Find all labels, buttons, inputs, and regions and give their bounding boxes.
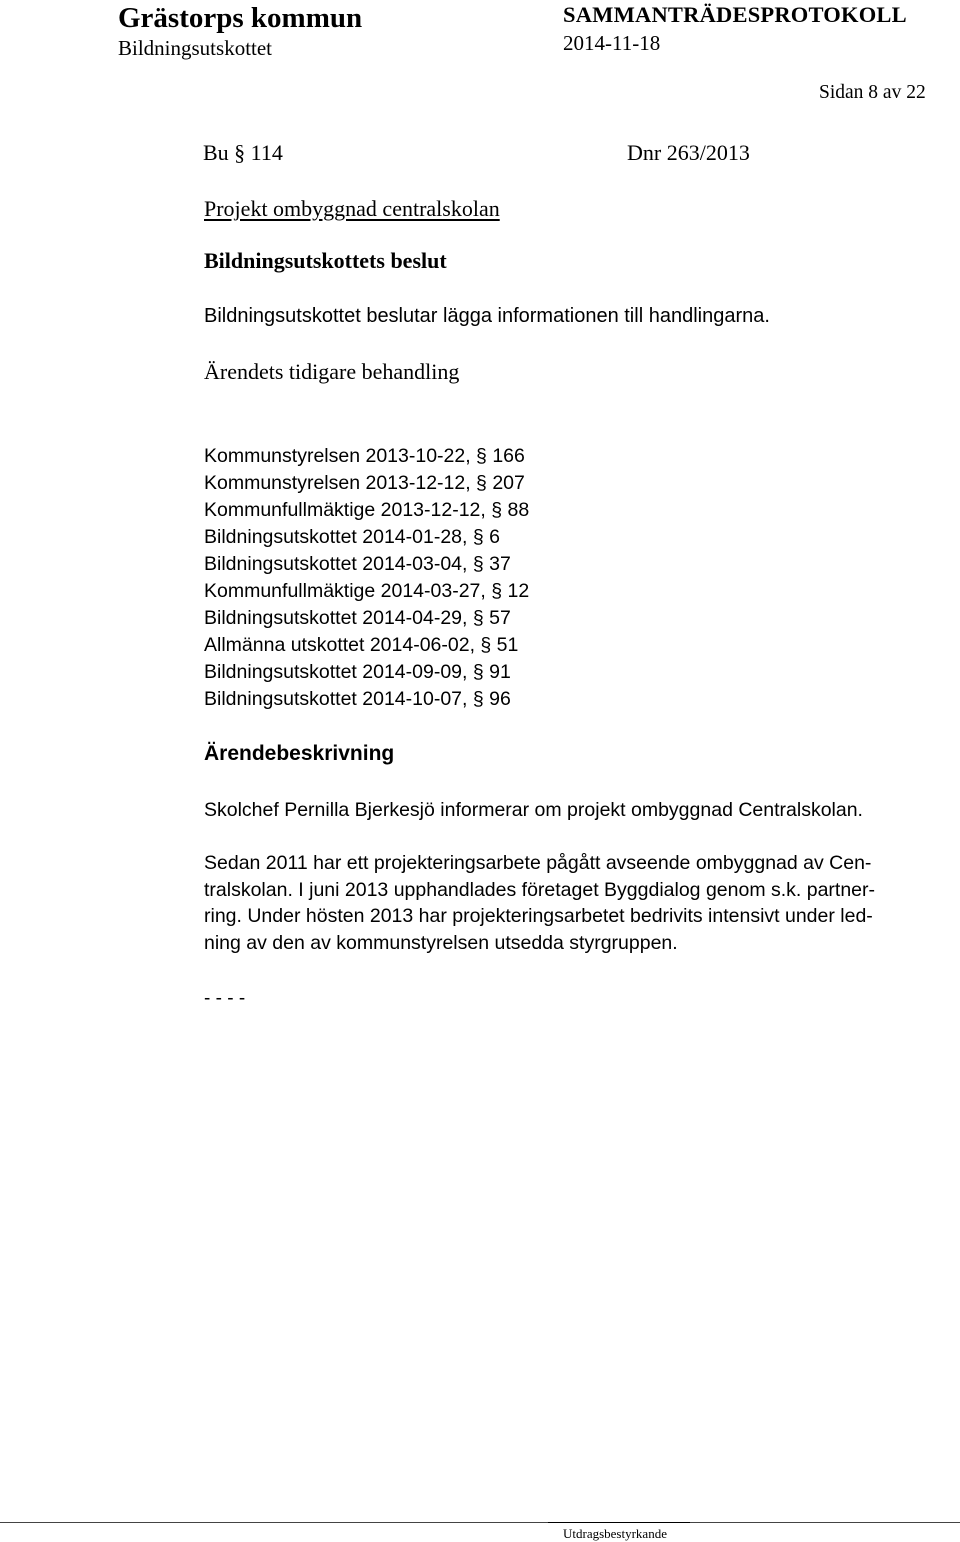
history-entry: Bildningsutskottet 2014-09-09, § 91 bbox=[204, 661, 511, 683]
history-entry: Kommunstyrelsen 2013-10-22, § 166 bbox=[204, 445, 525, 467]
history-heading: Ärendets tidigare behandling bbox=[204, 359, 460, 384]
diary-number: Dnr 263/2013 bbox=[627, 140, 750, 165]
description-line: Sedan 2011 har ett projekteringsarbete pågått avseende ombyggnad av Cen- bbox=[204, 852, 872, 874]
history-entry: Allmänna utskottet 2014-06-02, § 51 bbox=[204, 634, 519, 656]
organization-name: Grästorps kommun bbox=[118, 2, 363, 34]
description-paragraph: Skolchef Pernilla Bjerkesjö informerar om projekt ombyggnad Centralskolan. bbox=[204, 799, 863, 821]
decision-heading: Bildningsutskottets beslut bbox=[204, 248, 447, 273]
decision-text: Bildningsutskottet beslutar lägga informationen till handlingarna. bbox=[204, 305, 770, 327]
history-entry: Bildningsutskottet 2014-10-07, § 96 bbox=[204, 688, 511, 710]
history-list bbox=[204, 443, 529, 713]
description-heading: Ärendebeskrivning bbox=[204, 742, 395, 765]
history-entry: Bildningsutskottet 2014-03-04, § 37 bbox=[204, 553, 511, 575]
committee-name: Bildningsutskottet bbox=[118, 36, 273, 60]
item-title: Projekt ombyggnad centralskolan bbox=[204, 196, 500, 221]
history-entry: Kommunfullmäktige 2014-03-27, § 12 bbox=[204, 580, 530, 602]
history-entry: Bildningsutskottet 2014-01-28, § 6 bbox=[204, 526, 500, 548]
paragraph-number: Bu § 114 bbox=[203, 140, 283, 165]
history-entry: Bildningsutskottet 2014-04-29, § 57 bbox=[204, 607, 511, 629]
history-entry: Kommunfullmäktige 2013-12-12, § 88 bbox=[204, 499, 530, 521]
description-line: ning av den av kommunstyrelsen utsedda styrgruppen. bbox=[204, 931, 678, 954]
certification-label: Utdragsbestyrkande bbox=[563, 1526, 667, 1541]
meeting-date: 2014-11-18 bbox=[563, 31, 661, 55]
end-marker: - - - - bbox=[204, 988, 246, 1009]
description-line: tralskolan. I juni 2013 upphandlades företaget Byggdialog genom s.k. partner- bbox=[204, 878, 876, 901]
description-paragraph bbox=[204, 850, 934, 956]
history-entry: Kommunstyrelsen 2013-12-12, § 207 bbox=[204, 472, 525, 494]
signature-line bbox=[548, 1522, 690, 1523]
description-line: ring. Under hösten 2013 har projekteringsarbetet bedrivits intensivt under led- bbox=[204, 905, 873, 927]
footer-divider bbox=[0, 1522, 960, 1523]
document-type: SAMMANTRÄDESPROTOKOLL bbox=[563, 2, 907, 27]
page-indicator: Sidan 8 av 22 bbox=[819, 82, 926, 103]
